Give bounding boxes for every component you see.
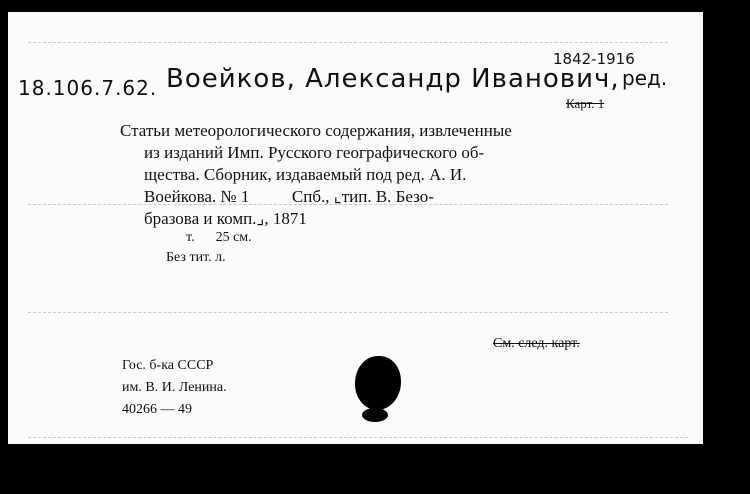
- library-line-3: 40266 — 49: [122, 402, 192, 417]
- punch-hole: [355, 356, 401, 410]
- title-line-3: щества. Сборник, издаваемый под ред. А. И.: [144, 165, 467, 184]
- format-line: т. 25 см.: [186, 230, 252, 245]
- call-number: 18.106.7.62.: [18, 76, 158, 100]
- catalog-card: [8, 12, 703, 444]
- author-dates: 1842-1916: [553, 50, 635, 68]
- title-page-note: Без тит. л.: [166, 250, 226, 265]
- divider: [28, 437, 688, 438]
- see-next-card: См. след. карт.: [493, 336, 580, 351]
- title-line-4: Воейкова. № 1 Спб., ⌞тип. В. Безо-: [144, 187, 434, 206]
- punch-hole-shadow: [362, 408, 388, 422]
- library-line-2: им. В. И. Ленина.: [122, 380, 227, 395]
- title-line-2: из изданий Имп. Русского географического об-: [144, 143, 485, 162]
- title-line-1: Статьи метеорологического содержания, извлеченные: [120, 121, 512, 140]
- library-line-1: Гос. б-ка СССР: [122, 358, 214, 373]
- divider: [28, 42, 668, 43]
- author-heading: Воейков, Александр Иванович,: [166, 64, 620, 94]
- divider: [28, 312, 668, 313]
- title-line-5: бразова и комп.⌟, 1871: [144, 209, 307, 228]
- card-number: Карт. 1: [566, 96, 605, 111]
- author-role: ред.: [622, 66, 668, 90]
